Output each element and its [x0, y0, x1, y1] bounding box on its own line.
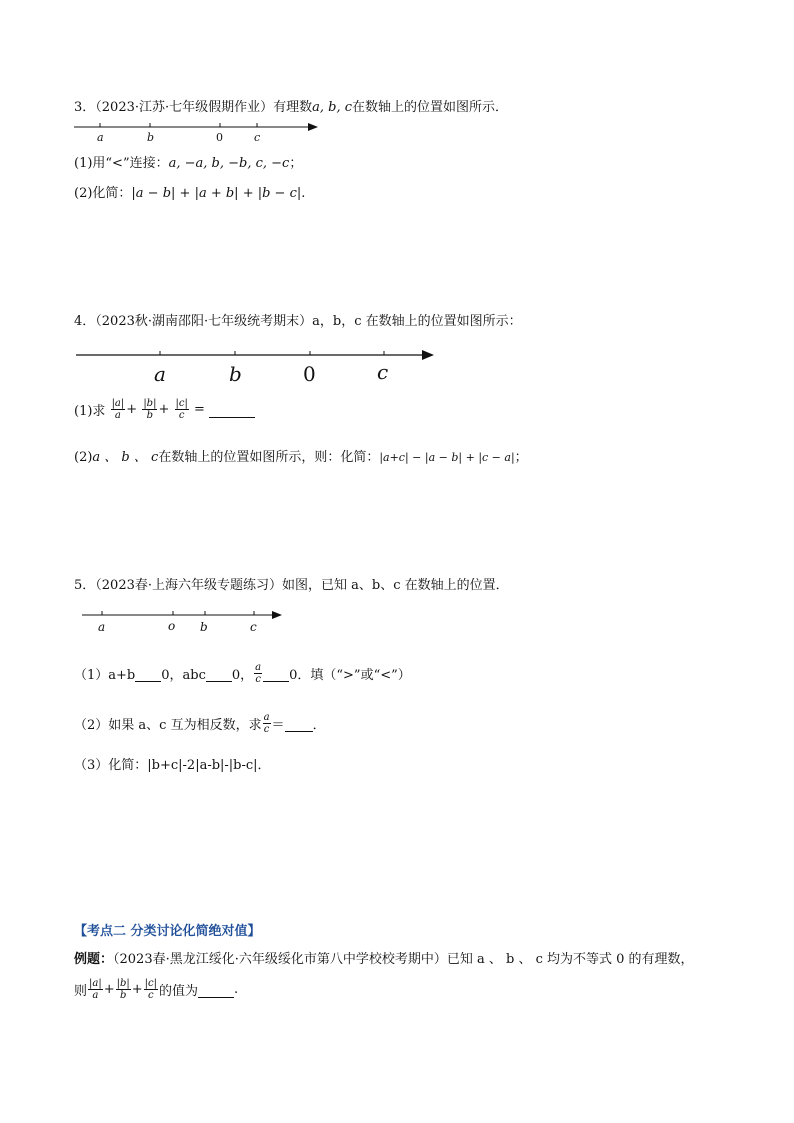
q5-part3: （3）化简：|b+c|-2|a-b|-|b-c|． — [74, 758, 271, 773]
q4-number-line — [72, 344, 442, 388]
q5-blank-2 — [206, 666, 232, 682]
example-frac-c: $\frac{|c|}{c}$ — [144, 978, 158, 1001]
q4-part2: (2)a 、 b 、 c在数轴上的位置如图所示，则：化简：|a+c| − |a − b| + |c − a|； — [74, 450, 528, 465]
q5-number-line — [78, 606, 288, 636]
q5-frac-a-over-c: $\frac{a}{c}$ — [255, 662, 262, 685]
q4-label-b: b — [229, 362, 242, 386]
q3-label-0: 0 — [216, 131, 223, 144]
q3-part2: (2)化简：|a − b| + |a + b| + |b − c|. — [74, 186, 306, 201]
q3-label-a: a — [97, 131, 104, 144]
q5-label-c: c — [250, 620, 257, 634]
example-answer-blank — [198, 982, 234, 998]
q5-part1: （1）a+b 0，abc 0， $\frac{a}{c}$ 0．填（“>”或“<”） — [74, 662, 411, 685]
q4-label-a: a — [154, 362, 166, 386]
q5-stem: 5．（2023春·上海六年级专题练习）如图，已知 a、b、c 在数轴上的位置． — [74, 578, 509, 593]
q5-label-o: o — [168, 619, 176, 633]
q5-blank-3 — [263, 666, 289, 682]
example-frac-a: $\frac{|a|}{a}$ — [89, 978, 102, 1001]
q4-frac-c: $\frac{|c|}{c}$ — [175, 398, 188, 421]
q5-blank-4 — [285, 716, 313, 732]
q5-label-a: a — [98, 620, 106, 634]
q5-part2: （2）如果 a、c 互为相反数，求 $\frac{a}{c}$ ＝ ． — [74, 712, 326, 735]
q5-blank-1 — [135, 666, 161, 682]
q4-frac-b: $\frac{|b|}{b}$ — [143, 398, 157, 421]
example-line: 例题：（2023春·黑龙江绥化·六年级绥化市第八中学校校考期中）已知 a 、 b 、 c 均为不等式 0 的有理数， — [74, 952, 694, 967]
q4-answer-blank — [209, 402, 255, 418]
example-line-2: 则 $\frac{|a|}{a}$ + $\frac{|b|}{b}$ + $\frac{|c|}{c}$ 的值为 . — [74, 978, 239, 1001]
section-heading: 【考点二 分类讨论化简绝对值】 — [74, 924, 261, 939]
q5-label-b: b — [200, 620, 208, 634]
q3-part1: (1)用“<”连接：a, −a, b, −b, c, −c； — [74, 156, 303, 171]
q5-frac-ratio: $\frac{a}{c}$ — [263, 712, 270, 735]
q4-frac-a: $\frac{|a|}{a}$ — [111, 398, 125, 421]
q3-number-line — [70, 118, 330, 146]
q4-label-c: c — [377, 360, 389, 384]
q3-stem: 3．（2023·江苏·七年级假期作业）有理数a, b, c在数轴上的位置如图所示． — [74, 100, 509, 115]
q3-label-c: c — [254, 131, 261, 144]
example-frac-b: $\frac{|b|}{b}$ — [116, 978, 130, 1001]
q3-label-b: b — [147, 131, 155, 144]
q4-stem: 4．（2023秋·湖南邵阳·七年级统考期末）a，b，c 在数轴上的位置如图所示： — [74, 314, 522, 329]
q4-part1: (1)求 $\frac{|a|}{a}$ + $\frac{|b|}{b}$ + $\frac{|c|}{c}$ = — [74, 398, 255, 421]
q4-label-0: 0 — [303, 362, 316, 386]
